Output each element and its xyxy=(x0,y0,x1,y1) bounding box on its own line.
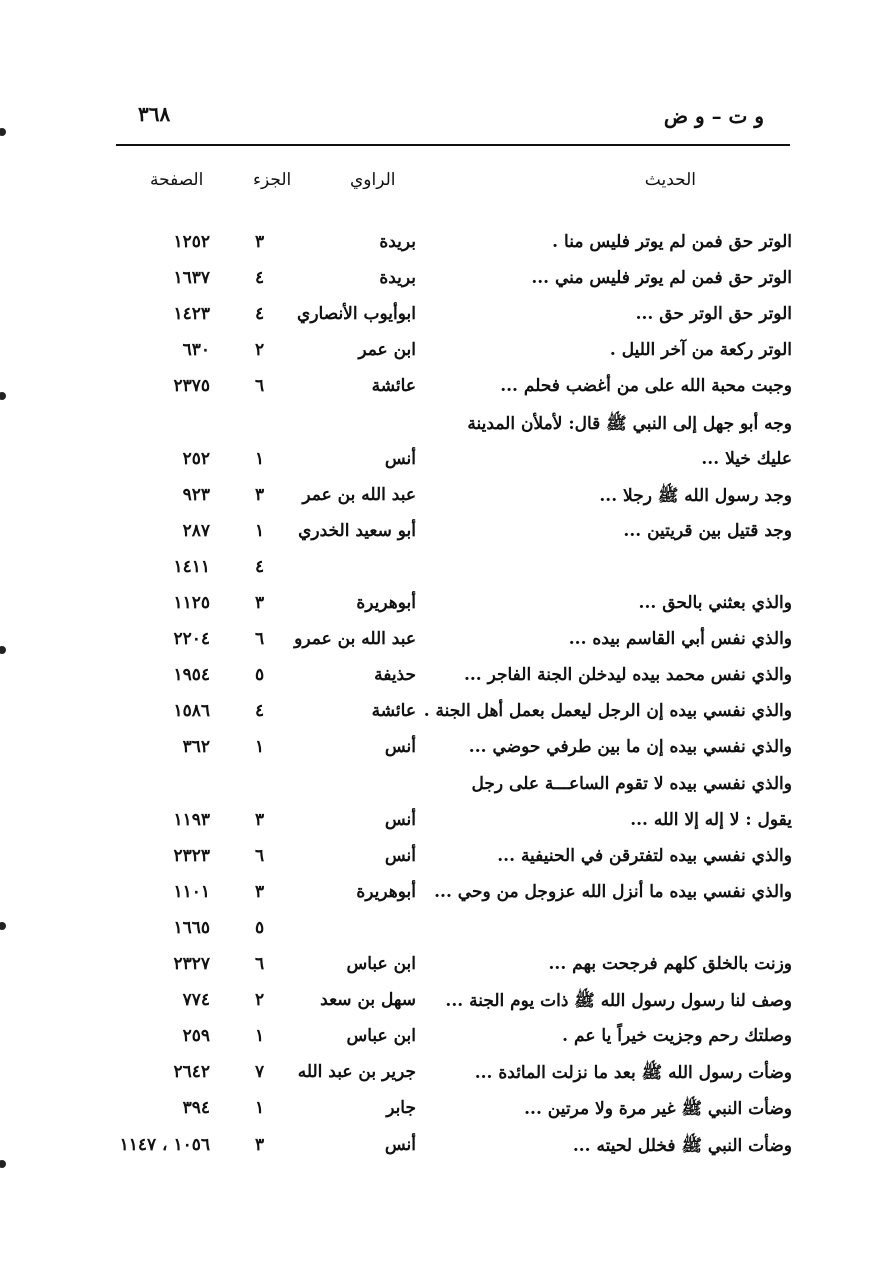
page: ٢٢٠٤ xyxy=(173,629,210,650)
part: ١ xyxy=(255,737,265,758)
part: ١ xyxy=(255,1026,265,1047)
narrator: بريدة xyxy=(379,268,416,289)
part: ٦ xyxy=(255,954,265,974)
hadith-text: والذي نفسي بيده إن ما بين طرفي حوضي ... xyxy=(468,737,792,758)
part: ٧ xyxy=(255,1062,265,1083)
hadith-text: والذي نفسي بيده ما أنزل الله عزوجل من وحي ... xyxy=(434,881,792,902)
part: ٣ xyxy=(255,881,265,902)
table-row xyxy=(0,665,896,697)
page: ٢٥٩ xyxy=(182,1026,210,1047)
scan-mark xyxy=(0,1160,6,1168)
narrator: ابن عباس xyxy=(346,954,416,974)
column-header-part: الجزء xyxy=(253,170,292,190)
part: ٦ xyxy=(255,629,265,650)
table-row xyxy=(0,304,896,336)
hadith-text: وجد رسول الله ﷺ رجلا ... xyxy=(599,485,792,506)
hadith-text: الوتر حق فمن لم يوتر فليس منا . xyxy=(552,232,792,252)
table-row xyxy=(0,954,896,986)
page: ٦٣٠ xyxy=(182,340,210,361)
page: ١٦٦٥ xyxy=(173,917,210,938)
hadith-text: الوتر حق الوتر حق ... xyxy=(635,304,792,325)
narrator: عائشة xyxy=(371,376,416,397)
part: ٤ xyxy=(255,701,265,722)
page: ١٠٥٦ ، ١١٤٧ xyxy=(119,1134,210,1155)
part: ٦ xyxy=(255,376,265,397)
scan-mark xyxy=(0,128,6,136)
hadith-text: يقول : لا إله إلا الله ... xyxy=(630,809,792,830)
part: ٤ xyxy=(255,304,265,325)
page: ٣٩٤ xyxy=(182,1098,210,1119)
table-row xyxy=(0,1026,896,1058)
page: ٧٧٤ xyxy=(182,990,210,1011)
hadith-text: وجبت محبة الله على من أغضب فحلم ... xyxy=(500,376,792,397)
narrator: أبوهريرة xyxy=(356,593,416,613)
page: ١١٠١ xyxy=(173,881,210,902)
part: ٣ xyxy=(255,1134,265,1155)
table-row xyxy=(0,340,896,372)
table-row xyxy=(0,774,896,806)
table-row xyxy=(0,413,896,445)
part: ٢ xyxy=(255,340,265,361)
narrator: أنس xyxy=(384,737,416,758)
header-rule xyxy=(116,144,790,146)
section-heading: و ت – و ض xyxy=(663,104,764,128)
table-row xyxy=(0,701,896,733)
narrator: ابن عمر xyxy=(358,340,416,361)
hadith-text: وجد قتيل بين قريتين ... xyxy=(623,520,792,541)
table-row xyxy=(0,882,896,914)
narrator: أبو سعيد الخدري xyxy=(298,520,416,541)
page: ١٥٨٦ xyxy=(173,701,210,722)
page-number: ٣٦٨ xyxy=(138,102,171,126)
page: ٢٥٢ xyxy=(182,448,210,469)
hadith-text: وضأت رسول الله ﷺ بعد ما نزلت المائدة ... xyxy=(474,1063,792,1084)
page: ١٩٥٤ xyxy=(173,665,210,686)
table-row xyxy=(0,1098,896,1130)
narrator: أنس xyxy=(384,448,416,469)
part: ٣ xyxy=(255,484,265,505)
page: ٣٦٢ xyxy=(182,737,210,758)
narrator: سهل بن سعد xyxy=(320,990,416,1011)
narrator: أبوهريرة xyxy=(356,881,416,902)
hadith-text: عليك خيلا ... xyxy=(701,448,792,469)
table-row xyxy=(0,593,896,625)
part: ٣ xyxy=(255,593,265,613)
table-row xyxy=(0,376,896,408)
hadith-text: الوتر ركعة من آخر الليل . xyxy=(609,340,792,361)
narrator: بريدة xyxy=(379,232,416,252)
table-row xyxy=(0,232,896,264)
page: ١٢٥٢ xyxy=(173,232,210,252)
part: ٤ xyxy=(255,556,265,577)
table-row xyxy=(0,521,896,553)
part: ٢ xyxy=(255,990,265,1011)
hadith-text: والذي نفسي بيده لا تقوم الساعـــة على رجل xyxy=(471,773,792,794)
part: ٥ xyxy=(255,665,265,686)
page: ٢٣٧٥ xyxy=(173,376,210,397)
hadith-text: والذي نفس أبي القاسم بيده ... xyxy=(568,629,792,650)
hadith-text: وجه أبو جهل إلى النبي ﷺ قال: لأملأن المدينة xyxy=(467,413,792,434)
narrator: حذيفة xyxy=(374,665,416,686)
hadith-text: وزنت بالخلق كلهم فرجحت بهم ... xyxy=(548,954,792,974)
table-row xyxy=(0,449,896,481)
page: ٢٦٤٢ xyxy=(173,1062,210,1083)
narrator: جابر xyxy=(386,1098,416,1119)
page: ١٦٣٧ xyxy=(173,268,210,289)
page: ٩٢٣ xyxy=(182,484,210,505)
part: ٣ xyxy=(255,809,265,830)
part: ١ xyxy=(255,1098,265,1119)
table-row xyxy=(0,485,896,517)
table-row xyxy=(0,810,896,842)
part: ١ xyxy=(255,448,265,469)
hadith-text: وصلتك رحم وجزيت خيراً يا عم . xyxy=(562,1026,792,1047)
page: ١٤١١ xyxy=(173,556,210,577)
table-row xyxy=(0,846,896,878)
hadith-text: والذي نفسي بيده لتفترقن في الحنيفية ... xyxy=(497,845,792,866)
table-row xyxy=(0,1062,896,1094)
narrator: أنس xyxy=(384,1134,416,1155)
hadith-text: والذي نفس محمد بيده ليدخلن الجنة الفاجر ... xyxy=(463,665,792,686)
hadith-text: الوتر حق فمن لم يوتر فليس مني ... xyxy=(531,268,792,289)
part: ٦ xyxy=(255,845,265,866)
part: ١ xyxy=(255,520,265,541)
narrator: جرير بن عبد الله xyxy=(297,1062,416,1083)
table-row xyxy=(0,1135,896,1167)
part: ٣ xyxy=(255,232,265,252)
narrator: عائشة xyxy=(371,701,416,722)
column-header-narrator: الراوي xyxy=(350,170,396,190)
part: ٥ xyxy=(255,917,265,938)
hadith-text: والذي نفسي بيده إن الرجل ليعمل بعمل أهل الجنة . xyxy=(423,701,792,722)
narrator: عبد الله بن عمرو xyxy=(294,629,416,650)
hadith-text: وصف لنا رسول رسول الله ﷺ ذات يوم الجنة ... xyxy=(445,991,792,1012)
table-row xyxy=(0,918,896,950)
narrator: أنس xyxy=(384,809,416,830)
column-header-hadith: الحديث xyxy=(644,170,696,190)
table-row xyxy=(0,990,896,1022)
column-header-page: الصفحة xyxy=(150,170,204,190)
hadith-text: والذي بعثني بالحق ... xyxy=(638,593,792,613)
page: ١٤٢٣ xyxy=(173,304,210,325)
table-row xyxy=(0,737,896,769)
part: ٤ xyxy=(255,268,265,289)
hadith-text: وضأت النبي ﷺ غير مرة ولا مرتين ... xyxy=(524,1099,792,1120)
page: ١١٩٣ xyxy=(173,809,210,830)
page: ٢٣٢٧ xyxy=(173,954,210,974)
table-row xyxy=(0,557,896,589)
narrator: ابن عباس xyxy=(346,1026,416,1047)
page: ١١٢٥ xyxy=(173,593,210,613)
page: ٢٣٢٣ xyxy=(173,845,210,866)
narrator: عبد الله بن عمر xyxy=(302,484,416,505)
table-row xyxy=(0,268,896,300)
table-row xyxy=(0,629,896,661)
narrator: ابوأيوب الأنصاري xyxy=(297,304,416,325)
narrator: أنس xyxy=(384,845,416,866)
page: ٢٨٧ xyxy=(182,520,210,541)
hadith-text: وضأت النبي ﷺ فخلل لحيته ... xyxy=(572,1135,792,1156)
